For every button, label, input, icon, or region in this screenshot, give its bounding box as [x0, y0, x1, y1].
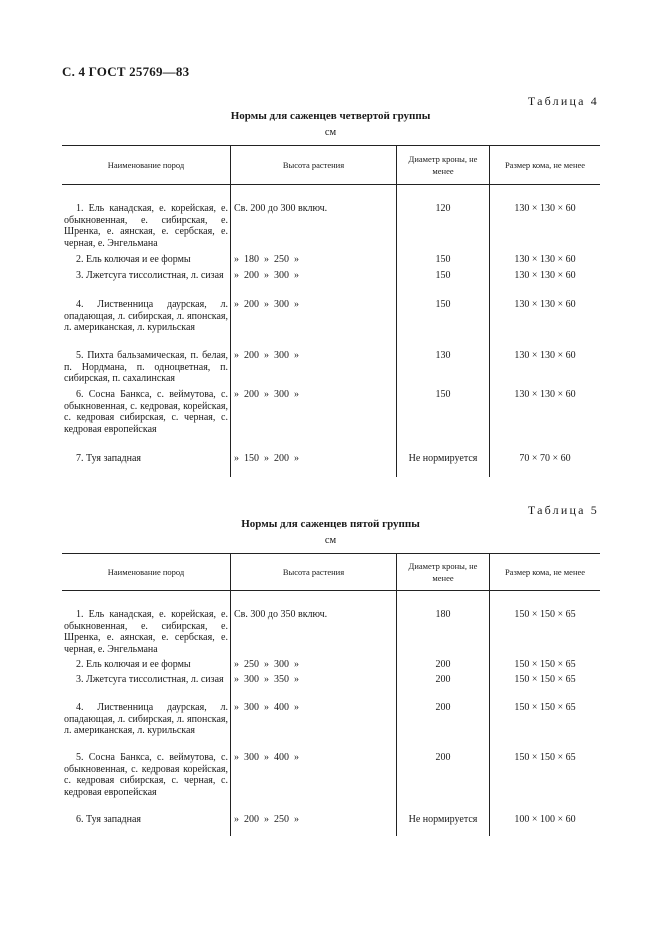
table-row-height: » 300 » 400 »	[234, 702, 299, 713]
table-row-name: 6. Сосна Банкса, с. веймутова, с. обыкновенная, с. кедровая, корейская, с. кедровая сибирская, с. черная, с. кедровая европейская	[64, 389, 228, 435]
table-row-diameter: 130	[435, 350, 451, 361]
table-4-col-header-name: Наименование пород	[107, 160, 185, 170]
table-5-title: Нормы для саженцев пятой группы	[241, 518, 420, 530]
table-row-height: » 250 » 300 »	[234, 659, 299, 670]
table-row-diameter: 180	[435, 609, 451, 620]
table-row-coma: 150 × 150 × 65	[514, 674, 576, 685]
table-row-coma: 70 × 70 × 60	[519, 453, 571, 464]
table-row-coma: 100 × 100 × 60	[514, 814, 576, 825]
table-row-name: 4. Лиственница даурская, л. опадающая, л. сибирская, л. японская, л. американская, л. курильская	[64, 299, 228, 334]
table-5-col-header-diameter: Диаметр кроны, не менее	[408, 561, 478, 583]
table-4-label: Таблица 4	[527, 94, 599, 108]
table-row-name: 2. Ель колючая и ее формы	[76, 659, 191, 670]
table-row-name: 5. Сосна Банкса, с. веймутова, с. обыкновенная, с. кедровая корейская, с. кедровая сибирская, с. черная, с. кедровая европейская	[64, 752, 228, 798]
table-4-header-rule	[62, 184, 600, 185]
table-row-diameter: 150	[435, 389, 451, 400]
table-4-col-divider	[230, 145, 231, 477]
table-row-diameter: 150	[435, 299, 451, 310]
table-row-name: 3. Лжетсуга тиссолистная, л. сизая	[76, 270, 224, 281]
table-row-coma: 150 × 150 × 65	[514, 752, 576, 763]
table-4-col-header-height: Высота растения	[282, 160, 345, 170]
table-row-diameter: 200	[435, 659, 451, 670]
table-row-name: 1. Ель канадская, е. корейская, е. обыкновенная, е. сибирская, е. Шренка, е. аянская, е. сербская, е. черная, е. Энгельмана	[64, 609, 228, 655]
page-header: С. 4 ГОСТ 25769—83	[62, 64, 190, 79]
table-row-name: 7. Туя западная	[76, 453, 141, 464]
table-row-coma: 130 × 130 × 60	[514, 389, 576, 400]
table-row-diameter: 120	[435, 203, 451, 214]
table-row-diameter: 200	[435, 674, 451, 685]
table-5-unit: см	[324, 535, 337, 546]
table-5-col-header-height: Высота растения	[282, 567, 345, 577]
table-5-header-rule	[62, 590, 600, 591]
table-row-coma: 130 × 130 × 60	[514, 350, 576, 361]
table-row-height: » 150 » 200 »	[234, 453, 299, 464]
table-row-height: » 200 » 300 »	[234, 350, 299, 361]
table-row-height: » 200 » 300 »	[234, 270, 299, 281]
table-row-diameter: 150	[435, 270, 451, 281]
table-row-coma: 130 × 130 × 60	[514, 254, 576, 265]
table-5-col-divider	[230, 553, 231, 836]
table-4-col-divider	[396, 145, 397, 477]
table-row-diameter: Не нормируется	[408, 814, 478, 825]
table-row-name: 3. Лжетсуга тиссолистная, л. сизая	[76, 674, 224, 685]
table-4-unit: см	[324, 127, 337, 138]
table-row-height: » 200 » 250 »	[234, 814, 299, 825]
table-row-height: » 200 » 300 »	[234, 299, 299, 310]
table-5-label: Таблица 5	[527, 503, 599, 517]
table-row-height: » 300 » 400 »	[234, 752, 299, 763]
table-row-coma: 150 × 150 × 65	[514, 609, 576, 620]
table-4-col-header-coma: Размер кома, не менее	[504, 160, 586, 170]
table-5-col-divider	[489, 553, 490, 836]
table-5-col-header-name: Наименование пород	[107, 567, 185, 577]
table-5-col-header-coma: Размер кома, не менее	[504, 567, 586, 577]
table-row-height: » 200 » 300 »	[234, 389, 299, 400]
table-row-height: » 180 » 250 »	[234, 254, 299, 265]
table-row-diameter: 200	[435, 752, 451, 763]
table-4-col-header-diameter: Диаметр кроны, не менее	[408, 154, 478, 176]
table-row-name: 6. Туя западная	[76, 814, 141, 825]
table-row-height: Св. 200 до 300 включ.	[234, 203, 328, 214]
table-row-diameter: 150	[435, 254, 451, 265]
table-row-coma: 130 × 130 × 60	[514, 270, 576, 281]
table-4-col-divider	[489, 145, 490, 477]
table-row-name: 4. Лиственница даурская, л. опадающая, л. сибирская, л. японская, л. американская, л. курильская	[64, 702, 228, 737]
table-row-coma: 150 × 150 × 65	[514, 702, 576, 713]
table-row-coma: 130 × 130 × 60	[514, 203, 576, 214]
table-5-col-divider	[396, 553, 397, 836]
table-row-name: 2. Ель колючая и ее формы	[76, 254, 191, 265]
table-4-title: Нормы для саженцев четвертой группы	[230, 110, 431, 122]
table-row-name: 1. Ель канадская, е. корейская, е. обыкновенная, е. сибирская, е. Шренка, е. аянская, е. сербская, е. черная, е. Энгельмана	[64, 203, 228, 249]
table-row-height: Св. 300 до 350 включ.	[234, 609, 328, 620]
table-row-name: 5. Пихта бальзамическая, п. белая, п. Нордмана, п. одноцветная, п. сибирская, п. сахалинская	[64, 350, 228, 385]
table-row-coma: 150 × 150 × 65	[514, 659, 576, 670]
table-row-height: » 300 » 350 »	[234, 674, 299, 685]
table-row-diameter: 200	[435, 702, 451, 713]
table-row-coma: 130 × 130 × 60	[514, 299, 576, 310]
table-row-diameter: Не нормируется	[408, 453, 478, 464]
